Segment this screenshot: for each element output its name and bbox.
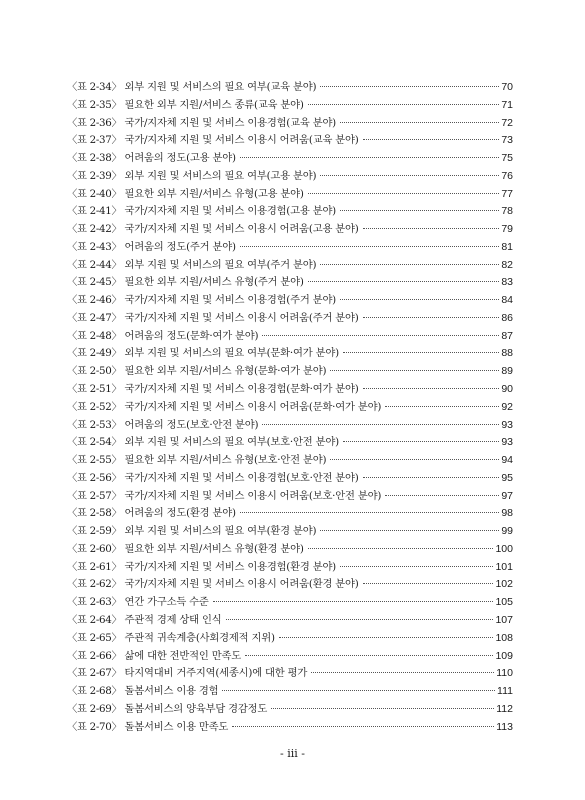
page-number: 82 bbox=[501, 258, 513, 271]
page-number: 71 bbox=[501, 98, 513, 111]
dot-leader bbox=[340, 566, 493, 567]
page-number: 76 bbox=[501, 169, 513, 182]
toc-entry[interactable] bbox=[67, 381, 513, 399]
dot-leader bbox=[262, 424, 499, 425]
table-number: 〈표 2-61〉 bbox=[67, 560, 122, 573]
table-number: 〈표 2-52〉 bbox=[67, 400, 122, 413]
page-number: 102 bbox=[495, 578, 513, 591]
page-folio: - iii - bbox=[280, 747, 305, 760]
page-number: 94 bbox=[501, 454, 513, 467]
table-number: 〈표 2-58〉 bbox=[67, 507, 122, 520]
page-number: 112 bbox=[496, 702, 513, 715]
table-title: 국가/지자체 지원 및 서비스 이용경험(문화·여가 분야) bbox=[124, 383, 359, 396]
dot-leader bbox=[343, 441, 499, 442]
table-title: 돌봄서비스 이용 경험 bbox=[124, 685, 219, 698]
toc-entry[interactable] bbox=[67, 310, 513, 328]
toc-entry[interactable] bbox=[67, 505, 513, 523]
dot-leader bbox=[245, 655, 493, 656]
table-number: 〈표 2-45〉 bbox=[67, 276, 122, 289]
toc-entry[interactable] bbox=[67, 488, 513, 506]
page-number: 81 bbox=[501, 240, 513, 253]
table-number: 〈표 2-38〉 bbox=[67, 152, 122, 165]
page-number: 78 bbox=[501, 205, 513, 218]
table-number: 〈표 2-51〉 bbox=[67, 383, 122, 396]
table-number: 〈표 2-43〉 bbox=[67, 240, 122, 253]
page-number: 100 bbox=[495, 542, 513, 555]
table-title: 필요한 외부 지원/서비스 유형(고용 분야) bbox=[124, 187, 304, 200]
toc-entry[interactable] bbox=[67, 434, 513, 452]
page-number: 108 bbox=[495, 631, 513, 644]
page-number: 87 bbox=[501, 329, 513, 342]
page-number: 83 bbox=[501, 276, 513, 289]
dot-leader bbox=[308, 104, 500, 105]
table-number: 〈표 2-34〉 bbox=[67, 81, 122, 93]
page-number: 70 bbox=[501, 81, 513, 93]
dot-leader bbox=[262, 335, 499, 336]
table-of-tables bbox=[67, 79, 513, 736]
table-title: 국가/지자체 지원 및 서비스 이용시 어려움(고용 분야) bbox=[124, 223, 359, 236]
table-number: 〈표 2-68〉 bbox=[67, 685, 122, 698]
page-number: 84 bbox=[501, 294, 513, 307]
table-title: 국가/지자체 지원 및 서비스 이용시 어려움(주거 분야) bbox=[124, 311, 359, 324]
page-number: 93 bbox=[501, 436, 513, 449]
dot-leader bbox=[385, 495, 499, 496]
toc-entry[interactable] bbox=[67, 257, 513, 275]
table-title: 돌봄서비스 이용 만족도 bbox=[124, 720, 229, 733]
dot-leader bbox=[279, 637, 494, 638]
toc-entry[interactable] bbox=[67, 203, 513, 221]
toc-entry[interactable] bbox=[67, 683, 513, 701]
table-title: 어려움의 정도(고용 분야) bbox=[124, 152, 236, 165]
dot-leader bbox=[340, 299, 499, 300]
page-number: 111 bbox=[497, 685, 513, 698]
page-number: 113 bbox=[496, 720, 513, 733]
table-title: 어려움의 정도(보호·안전 분야) bbox=[124, 418, 259, 431]
dot-leader bbox=[363, 477, 500, 478]
dot-leader bbox=[222, 690, 495, 691]
toc-entry[interactable] bbox=[67, 594, 513, 612]
toc-entry[interactable] bbox=[67, 292, 513, 310]
table-title: 국가/지자체 지원 및 서비스 이용경험(환경 분야) bbox=[124, 560, 337, 573]
page-number: 88 bbox=[501, 347, 513, 360]
table-title: 국가/지자체 지원 및 서비스 이용경험(주거 분야) bbox=[124, 294, 337, 307]
table-number: 〈표 2-69〉 bbox=[67, 702, 122, 715]
table-title: 필요한 외부 지원/서비스 유형(주거 분야) bbox=[124, 276, 304, 289]
table-title: 국가/지자체 지원 및 서비스 이용시 어려움(환경 분야) bbox=[124, 578, 359, 591]
table-number: 〈표 2-55〉 bbox=[67, 454, 122, 467]
toc-entry[interactable] bbox=[67, 612, 513, 630]
page-number: 75 bbox=[501, 152, 513, 165]
table-title: 삶에 대한 전반적인 만족도 bbox=[124, 649, 241, 662]
toc-entry[interactable] bbox=[67, 79, 513, 97]
dot-leader bbox=[363, 317, 500, 318]
dot-leader bbox=[330, 459, 499, 460]
dot-leader bbox=[213, 601, 494, 602]
toc-entry[interactable] bbox=[67, 97, 513, 115]
table-title: 필요한 외부 지원/서비스 유형(보호·안전 분야) bbox=[124, 454, 327, 467]
table-title: 주관적 경제 상태 인식 bbox=[124, 613, 222, 626]
dot-leader bbox=[311, 672, 494, 673]
toc-entry[interactable] bbox=[67, 417, 513, 435]
dot-leader bbox=[240, 246, 500, 247]
dot-leader bbox=[240, 512, 500, 513]
toc-entry[interactable] bbox=[67, 221, 513, 239]
table-title: 국가/지자체 지원 및 서비스 이용시 어려움(문화·여가 분야) bbox=[124, 400, 382, 413]
table-number: 〈표 2-50〉 bbox=[67, 365, 122, 378]
dot-leader bbox=[363, 139, 500, 140]
table-number: 〈표 2-59〉 bbox=[67, 525, 122, 538]
dot-leader bbox=[343, 352, 499, 353]
dot-leader bbox=[320, 264, 499, 265]
table-title: 어려움의 정도(환경 분야) bbox=[124, 507, 236, 520]
table-title: 외부 지원 및 서비스의 필요 여부(주거 분야) bbox=[124, 258, 317, 271]
page-number: 98 bbox=[501, 507, 513, 520]
toc-entry[interactable] bbox=[67, 665, 513, 683]
table-number: 〈표 2-63〉 bbox=[67, 596, 122, 609]
page-number: 107 bbox=[495, 613, 513, 626]
table-number: 〈표 2-40〉 bbox=[67, 187, 122, 200]
dot-leader bbox=[308, 193, 500, 194]
table-number: 〈표 2-41〉 bbox=[67, 205, 122, 218]
page-number: 92 bbox=[501, 400, 513, 413]
page-number: 90 bbox=[501, 383, 513, 396]
toc-entry[interactable] bbox=[67, 452, 513, 470]
dot-leader bbox=[330, 370, 499, 371]
table-title: 필요한 외부 지원/서비스 유형(문화·여가 분야) bbox=[124, 365, 327, 378]
dot-leader bbox=[308, 548, 494, 549]
toc-entry[interactable] bbox=[67, 541, 513, 559]
table-number: 〈표 2-70〉 bbox=[67, 720, 122, 733]
toc-entry[interactable] bbox=[67, 345, 513, 363]
toc-entry[interactable] bbox=[67, 186, 513, 204]
toc-entry[interactable] bbox=[67, 115, 513, 133]
table-number: 〈표 2-37〉 bbox=[67, 134, 122, 147]
toc-entry[interactable] bbox=[67, 559, 513, 577]
table-title: 외부 지원 및 서비스의 필요 여부(교육 분야) bbox=[124, 81, 317, 93]
table-title: 주관적 귀속계층(사회경제적 지위) bbox=[124, 631, 275, 644]
page-number: 73 bbox=[501, 134, 513, 147]
toc-entry[interactable] bbox=[67, 168, 513, 186]
dot-leader bbox=[232, 726, 494, 727]
table-number: 〈표 2-65〉 bbox=[67, 631, 122, 644]
dot-leader bbox=[308, 281, 500, 282]
toc-entry[interactable] bbox=[67, 328, 513, 346]
table-number: 〈표 2-57〉 bbox=[67, 489, 122, 502]
dot-leader bbox=[363, 388, 500, 389]
table-number: 〈표 2-66〉 bbox=[67, 649, 122, 662]
dot-leader bbox=[320, 530, 499, 531]
table-title: 연간 가구소득 수준 bbox=[124, 596, 209, 609]
table-title: 국가/지자체 지원 및 서비스 이용경험(교육 분야) bbox=[124, 116, 337, 129]
table-title: 외부 지원 및 서비스의 필요 여부(환경 분야) bbox=[124, 525, 317, 538]
toc-entry[interactable] bbox=[67, 150, 513, 168]
table-number: 〈표 2-36〉 bbox=[67, 116, 122, 129]
table-title: 돌봄서비스의 양육부담 경감정도 bbox=[124, 702, 268, 715]
dot-leader bbox=[320, 175, 499, 176]
table-number: 〈표 2-48〉 bbox=[67, 329, 122, 342]
page-number: 97 bbox=[501, 489, 513, 502]
table-number: 〈표 2-64〉 bbox=[67, 613, 122, 626]
dot-leader bbox=[340, 122, 499, 123]
table-title: 국가/지자체 지원 및 서비스 이용시 어려움(교육 분야) bbox=[124, 134, 359, 147]
page-number: 101 bbox=[495, 560, 513, 573]
toc-entry[interactable] bbox=[67, 630, 513, 648]
page-number: 105 bbox=[495, 596, 513, 609]
table-title: 외부 지원 및 서비스의 필요 여부(보호·안전 분야) bbox=[124, 436, 339, 449]
toc-entry[interactable] bbox=[67, 363, 513, 381]
table-number: 〈표 2-35〉 bbox=[67, 98, 122, 111]
dot-leader bbox=[363, 583, 494, 584]
page-number: 79 bbox=[501, 223, 513, 236]
table-title: 국가/지자체 지원 및 서비스 이용경험(보호·안전 분야) bbox=[124, 471, 359, 484]
toc-entry[interactable] bbox=[67, 523, 513, 541]
dot-leader bbox=[226, 619, 494, 620]
table-number: 〈표 2-42〉 bbox=[67, 223, 122, 236]
toc-entry[interactable] bbox=[67, 399, 513, 417]
table-title: 외부 지원 및 서비스의 필요 여부(문화·여가 분야) bbox=[124, 347, 339, 360]
page-number: 72 bbox=[501, 116, 513, 129]
page-number: 95 bbox=[501, 471, 513, 484]
table-title: 필요한 외부 지원/서비스 유형(환경 분야) bbox=[124, 542, 304, 555]
table-number: 〈표 2-53〉 bbox=[67, 418, 122, 431]
table-number: 〈표 2-62〉 bbox=[67, 578, 122, 591]
table-number: 〈표 2-44〉 bbox=[67, 258, 122, 271]
table-title: 외부 지원 및 서비스의 필요 여부(고용 분야) bbox=[124, 169, 317, 182]
table-title: 국가/지자체 지원 및 서비스 이용경험(고용 분야) bbox=[124, 205, 337, 218]
page-number: 109 bbox=[495, 649, 513, 662]
toc-entry[interactable] bbox=[67, 274, 513, 292]
table-number: 〈표 2-39〉 bbox=[67, 169, 122, 182]
table-title: 필요한 외부 지원/서비스 종류(교육 분야) bbox=[124, 98, 304, 111]
table-number: 〈표 2-67〉 bbox=[67, 667, 122, 680]
toc-entry[interactable] bbox=[67, 719, 513, 737]
table-number: 〈표 2-46〉 bbox=[67, 294, 122, 307]
page-number: 110 bbox=[496, 667, 513, 680]
toc-entry[interactable] bbox=[67, 576, 513, 594]
table-title: 타지역대비 거주지역(세종시)에 대한 평가 bbox=[124, 667, 308, 680]
page-number: 77 bbox=[501, 187, 513, 200]
toc-entry[interactable] bbox=[67, 701, 513, 719]
toc-entry[interactable] bbox=[67, 239, 513, 257]
table-number: 〈표 2-49〉 bbox=[67, 347, 122, 360]
table-number: 〈표 2-56〉 bbox=[67, 471, 122, 484]
table-number: 〈표 2-47〉 bbox=[67, 311, 122, 324]
toc-entry[interactable] bbox=[67, 648, 513, 666]
page-number: 86 bbox=[501, 311, 513, 324]
toc-entry[interactable] bbox=[67, 132, 513, 150]
table-title: 어려움의 정도(주거 분야) bbox=[124, 240, 236, 253]
table-title: 어려움의 정도(문화·여가 분야) bbox=[124, 329, 259, 342]
dot-leader bbox=[385, 406, 499, 407]
dot-leader bbox=[363, 228, 500, 229]
page-number: 89 bbox=[501, 365, 513, 378]
toc-entry[interactable] bbox=[67, 470, 513, 488]
table-title: 국가/지자체 지원 및 서비스 이용시 어려움(보호·안전 분야) bbox=[124, 489, 382, 502]
table-number: 〈표 2-54〉 bbox=[67, 436, 122, 449]
dot-leader bbox=[340, 210, 499, 211]
table-number: 〈표 2-60〉 bbox=[67, 542, 122, 555]
dot-leader bbox=[271, 708, 494, 709]
dot-leader bbox=[320, 86, 499, 87]
page-number: 93 bbox=[501, 418, 513, 431]
dot-leader bbox=[240, 157, 500, 158]
page-number: 99 bbox=[501, 525, 513, 538]
